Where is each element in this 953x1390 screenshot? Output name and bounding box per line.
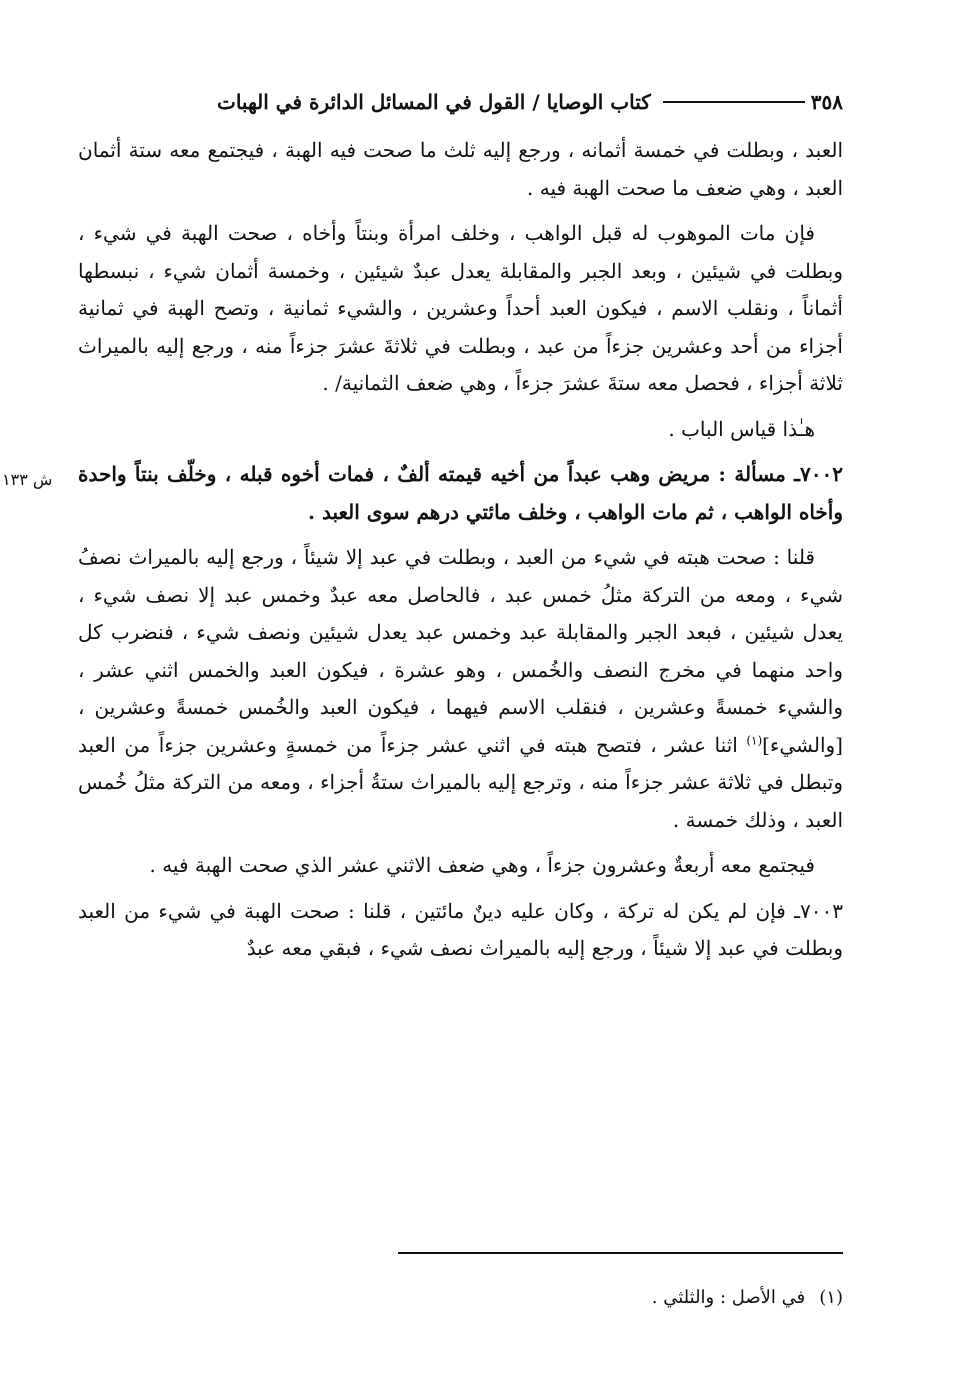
- header-rule: [663, 101, 805, 103]
- footnote-reference: (١): [746, 732, 763, 747]
- paragraph-inheritance-case: فإن مات الموهوب له قبل الواهب ، وخلف امرأة وبنتاً وأخاه ، صحت الهبة في شيء ، وبطلت في شيئين ، وبعد الجبر والمقابلة يعدل عبدٌ شيئين ، وخمسة أثمان شيء ، نبسطها أثماناً ، ونقلب الاسم ، فيكون العبد أحداً وعشرين ، والشيء ثمانية ، وتصح الهبة في ثمانية أجزاء من أحد وعشرين جزءاً من عبد ، وبطلت في ثلاثةَ عشرَ جزءاً منه ، ورجع إليه بالميراث ثلاثة أجزاء ، فحصل معه ستةَ عشرَ جزءاً ، وهي ضعف الثمانية/ .: [78, 221, 843, 395]
- question-7002: ٧٠٠٢ـ مسألة : مريض وهب عبداً من أخيه قيمته ألفٌ ، فمات أخوه قبله ، وخلّف بنتاً واحدة وأخاه الواهب ، ثم مات الواهب ، وخلف مائتي درهم سوى العبد .: [78, 462, 843, 524]
- answer-7002: [78, 539, 843, 839]
- footnote-text: في الأصل : والثلثي .: [651, 1287, 806, 1308]
- header-title: كتاب الوصايا / القول في المسائل الدائرة في الهبات: [216, 90, 651, 114]
- footnote: [300, 1284, 843, 1312]
- margin-manuscript-ref: ش ١٣٣: [2, 470, 53, 489]
- page-number: ٣٥٨: [810, 90, 843, 114]
- answer-7002-part1: قلنا : صحت هبته في شيء من العبد ، وبطلت في عبد إلا شيئاً ، ورجع إليه بالميراث نصفُ شيء ، ومعه من التركة مثلُ خمس عبد ، فالحاصل معه عبدٌ وخمس عبد إلا نصف شيء ، يعدل شيئين ، فبعد الجبر والمقابلة عبد وخمس عبد يعدل شيئين ونصف شيء ، فنضرب كل واحد منهما في مخرج النصف والخُمس ، وهو عشرة ، فيكون العبد والخمس اثني عشر ، والشيء خمسةً وعشرين ، فنقلب الاسم فيهما ، فيكون العبد والخُمس خمسةً وعشرين ، [والشيء]: [78, 545, 843, 757]
- paragraph-continued: العبد ، وبطلت في خمسة أثمانه ، ورجع إليه ثلث ما صحت فيه الهبة ، فيجتمع معه ستة أثمان العبد ، وهي ضعف ما صحت الهبة فيه .: [78, 138, 843, 200]
- paragraph-rule-note: هـٰذا قياس الباب .: [668, 416, 815, 441]
- question-7003: ٧٠٠٣ـ فإن لم يكن له تركة ، وكان عليه دينٌ مائتين ، قلنا : صحت الهبة في شيء من العبد وبطلت في عبد إلا شيئاً ، ورجع إليه بالميراث نصف شيء ، فبقي معه عبدٌ: [78, 898, 843, 960]
- footnote-mark: (١): [819, 1287, 843, 1308]
- body-text: [78, 132, 843, 976]
- running-header: [78, 84, 843, 120]
- answer-7002-part2: اثنا عشر ، فتصح هبته في اثني عشر جزءاً من خمسةٍ وعشرين جزءاً من العبد وتبطل في ثلاثة عشر جزءاً منه ، وترجع إليه بالميراث ستةُ أجزاء ، ومعه من التركة مثلُ خُمس العبد ، وذلك خمسة .: [78, 732, 843, 832]
- footnote-divider: [398, 1252, 843, 1254]
- answer-7002-conclusion: فيجتمع معه أربعةٌ وعشرون جزءاً ، وهي ضعف الاثني عشر الذي صحت الهبة فيه .: [149, 853, 815, 877]
